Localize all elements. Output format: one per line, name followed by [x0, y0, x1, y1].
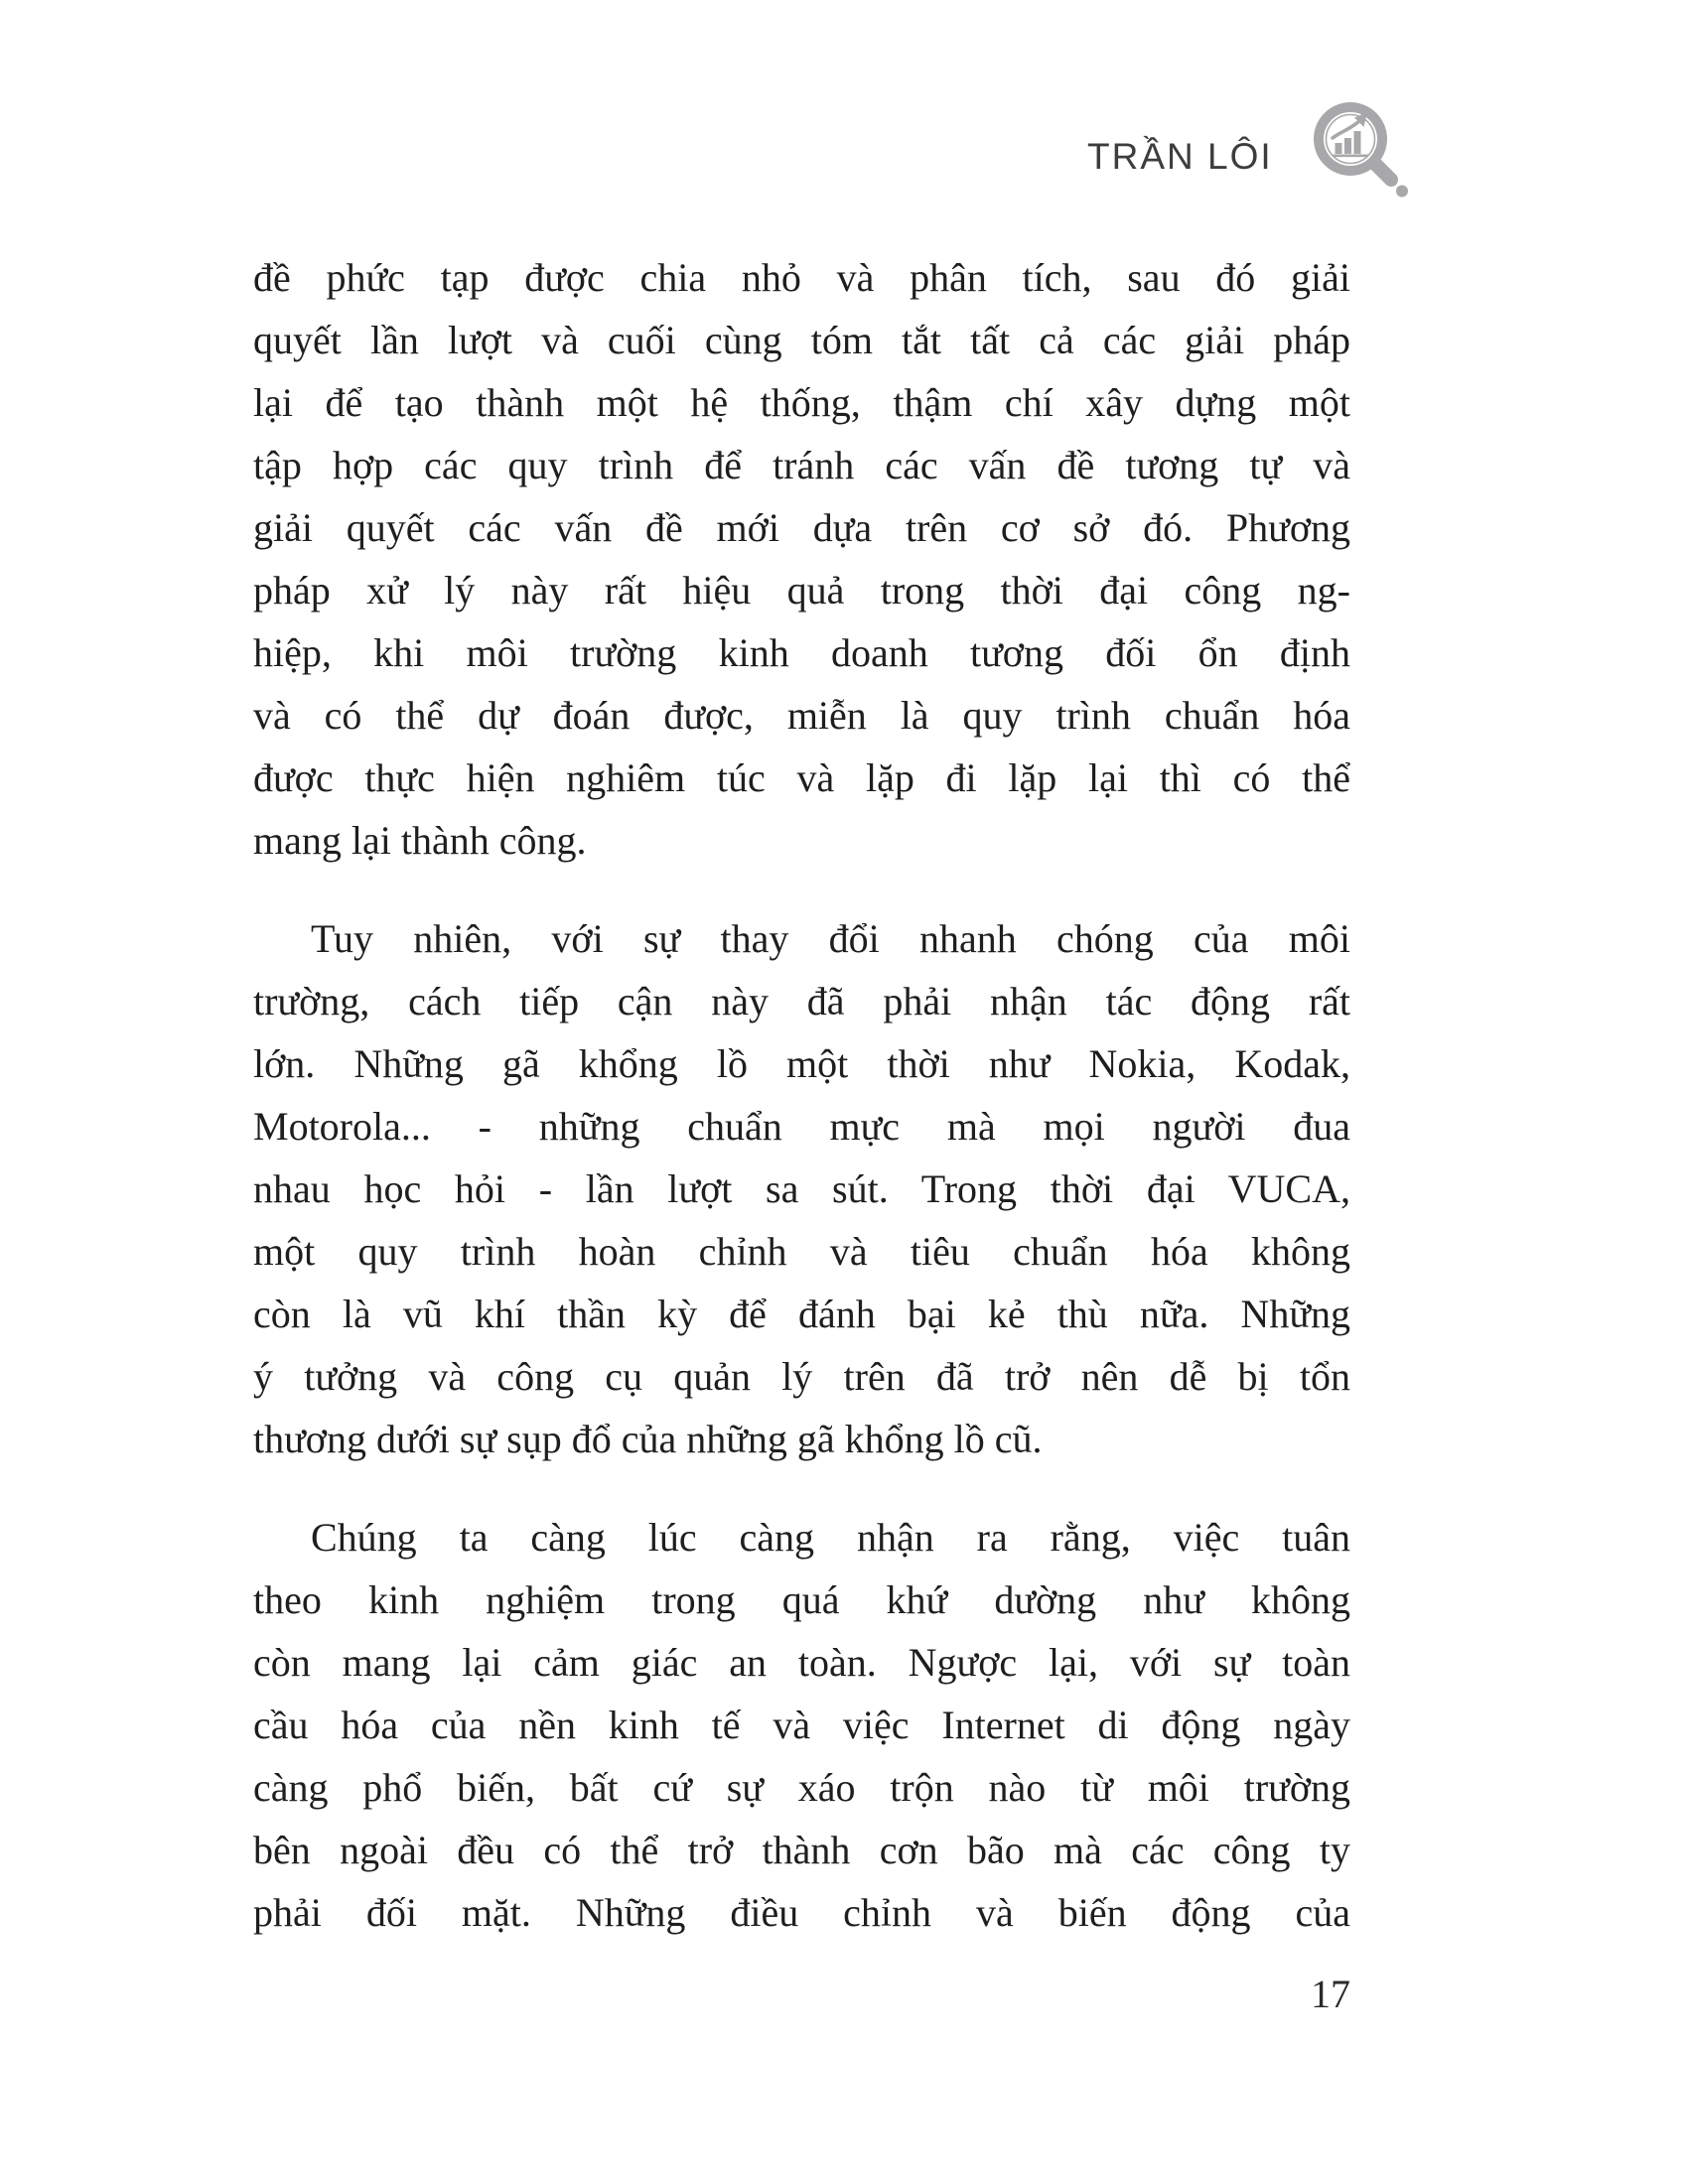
text-line: lớn. Những gã khổng lồ một thời như Nokia, Kodak, — [253, 1041, 1350, 1086]
text-line: còn mang lại cảm giác an toàn. Ngược lại, với sự toàn — [253, 1640, 1350, 1685]
text-line: và có thể dự đoán được, miễn là quy trình chuẩn hóa — [253, 693, 1350, 738]
text-line: giải quyết các vấn đề mới dựa trên cơ sở đó. Phương — [253, 505, 1350, 550]
text-line: ý tưởng và công cụ quản lý trên đã trở nên dễ bị tổn — [253, 1354, 1350, 1399]
text-line: đề phức tạp được chia nhỏ và phân tích, sau đó giải — [253, 255, 1350, 300]
text-line: mang lại thành công. — [253, 818, 587, 863]
text-line: Motorola... - những chuẩn mực mà mọi người đua — [253, 1104, 1350, 1149]
author-name: TRẦN LÔI — [1087, 136, 1273, 177]
page-header — [1087, 97, 1418, 216]
text-line: thương dưới sự sụp đổ của những gã khổng lồ cũ. — [253, 1417, 1043, 1461]
text-line: quyết lần lượt và cuối cùng tóm tắt tất cả các giải pháp — [253, 318, 1350, 362]
text-line: nhau học hỏi - lần lượt sa sút. Trong thời đại VUCA, — [253, 1166, 1350, 1211]
page-number: 17 — [1311, 1972, 1350, 2016]
paragraph — [253, 246, 1350, 872]
text-line: bên ngoài đều có thể trở thành cơn bão mà các công ty — [253, 1828, 1350, 1872]
text-line: được thực hiện nghiêm túc và lặp đi lặp lại thì có thể — [253, 755, 1350, 800]
text-line: Chúng ta càng lúc càng nhận ra rằng, việc tuân — [311, 1515, 1350, 1560]
text-line: trường, cách tiếp cận này đã phải nhận tác động rất — [253, 979, 1350, 1024]
text-line: một quy trình hoàn chỉnh và tiêu chuẩn hóa không — [253, 1229, 1350, 1274]
text-line: còn là vũ khí thần kỳ để đánh bại kẻ thù nữa. Những — [253, 1292, 1350, 1336]
paragraph — [253, 907, 1350, 1470]
text-line: cầu hóa của nền kinh tế và việc Internet di động ngày — [253, 1703, 1350, 1747]
text-line: càng phổ biến, bất cứ sự xáo trộn nào từ môi trường — [253, 1765, 1350, 1810]
text-line: pháp xử lý này rất hiệu quả trong thời đại công ng- — [253, 568, 1350, 613]
text-line: theo kinh nghiệm trong quá khứ dường như không — [253, 1577, 1350, 1622]
body-text — [253, 246, 1350, 1944]
text-line: tập hợp các quy trình để tránh các vấn đề tương tự và — [253, 443, 1350, 487]
magnifier-growth-chart-icon — [1289, 87, 1418, 226]
text-line: Tuy nhiên, với sự thay đổi nhanh chóng của môi — [311, 916, 1350, 961]
text-line: hiệp, khi môi trường kinh doanh tương đối ổn định — [253, 630, 1350, 675]
paragraph — [253, 1506, 1350, 1944]
text-line: lại để tạo thành một hệ thống, thậm chí xây dựng một — [253, 380, 1350, 425]
text-line: phải đối mặt. Những điều chỉnh và biến động của — [253, 1890, 1350, 1935]
